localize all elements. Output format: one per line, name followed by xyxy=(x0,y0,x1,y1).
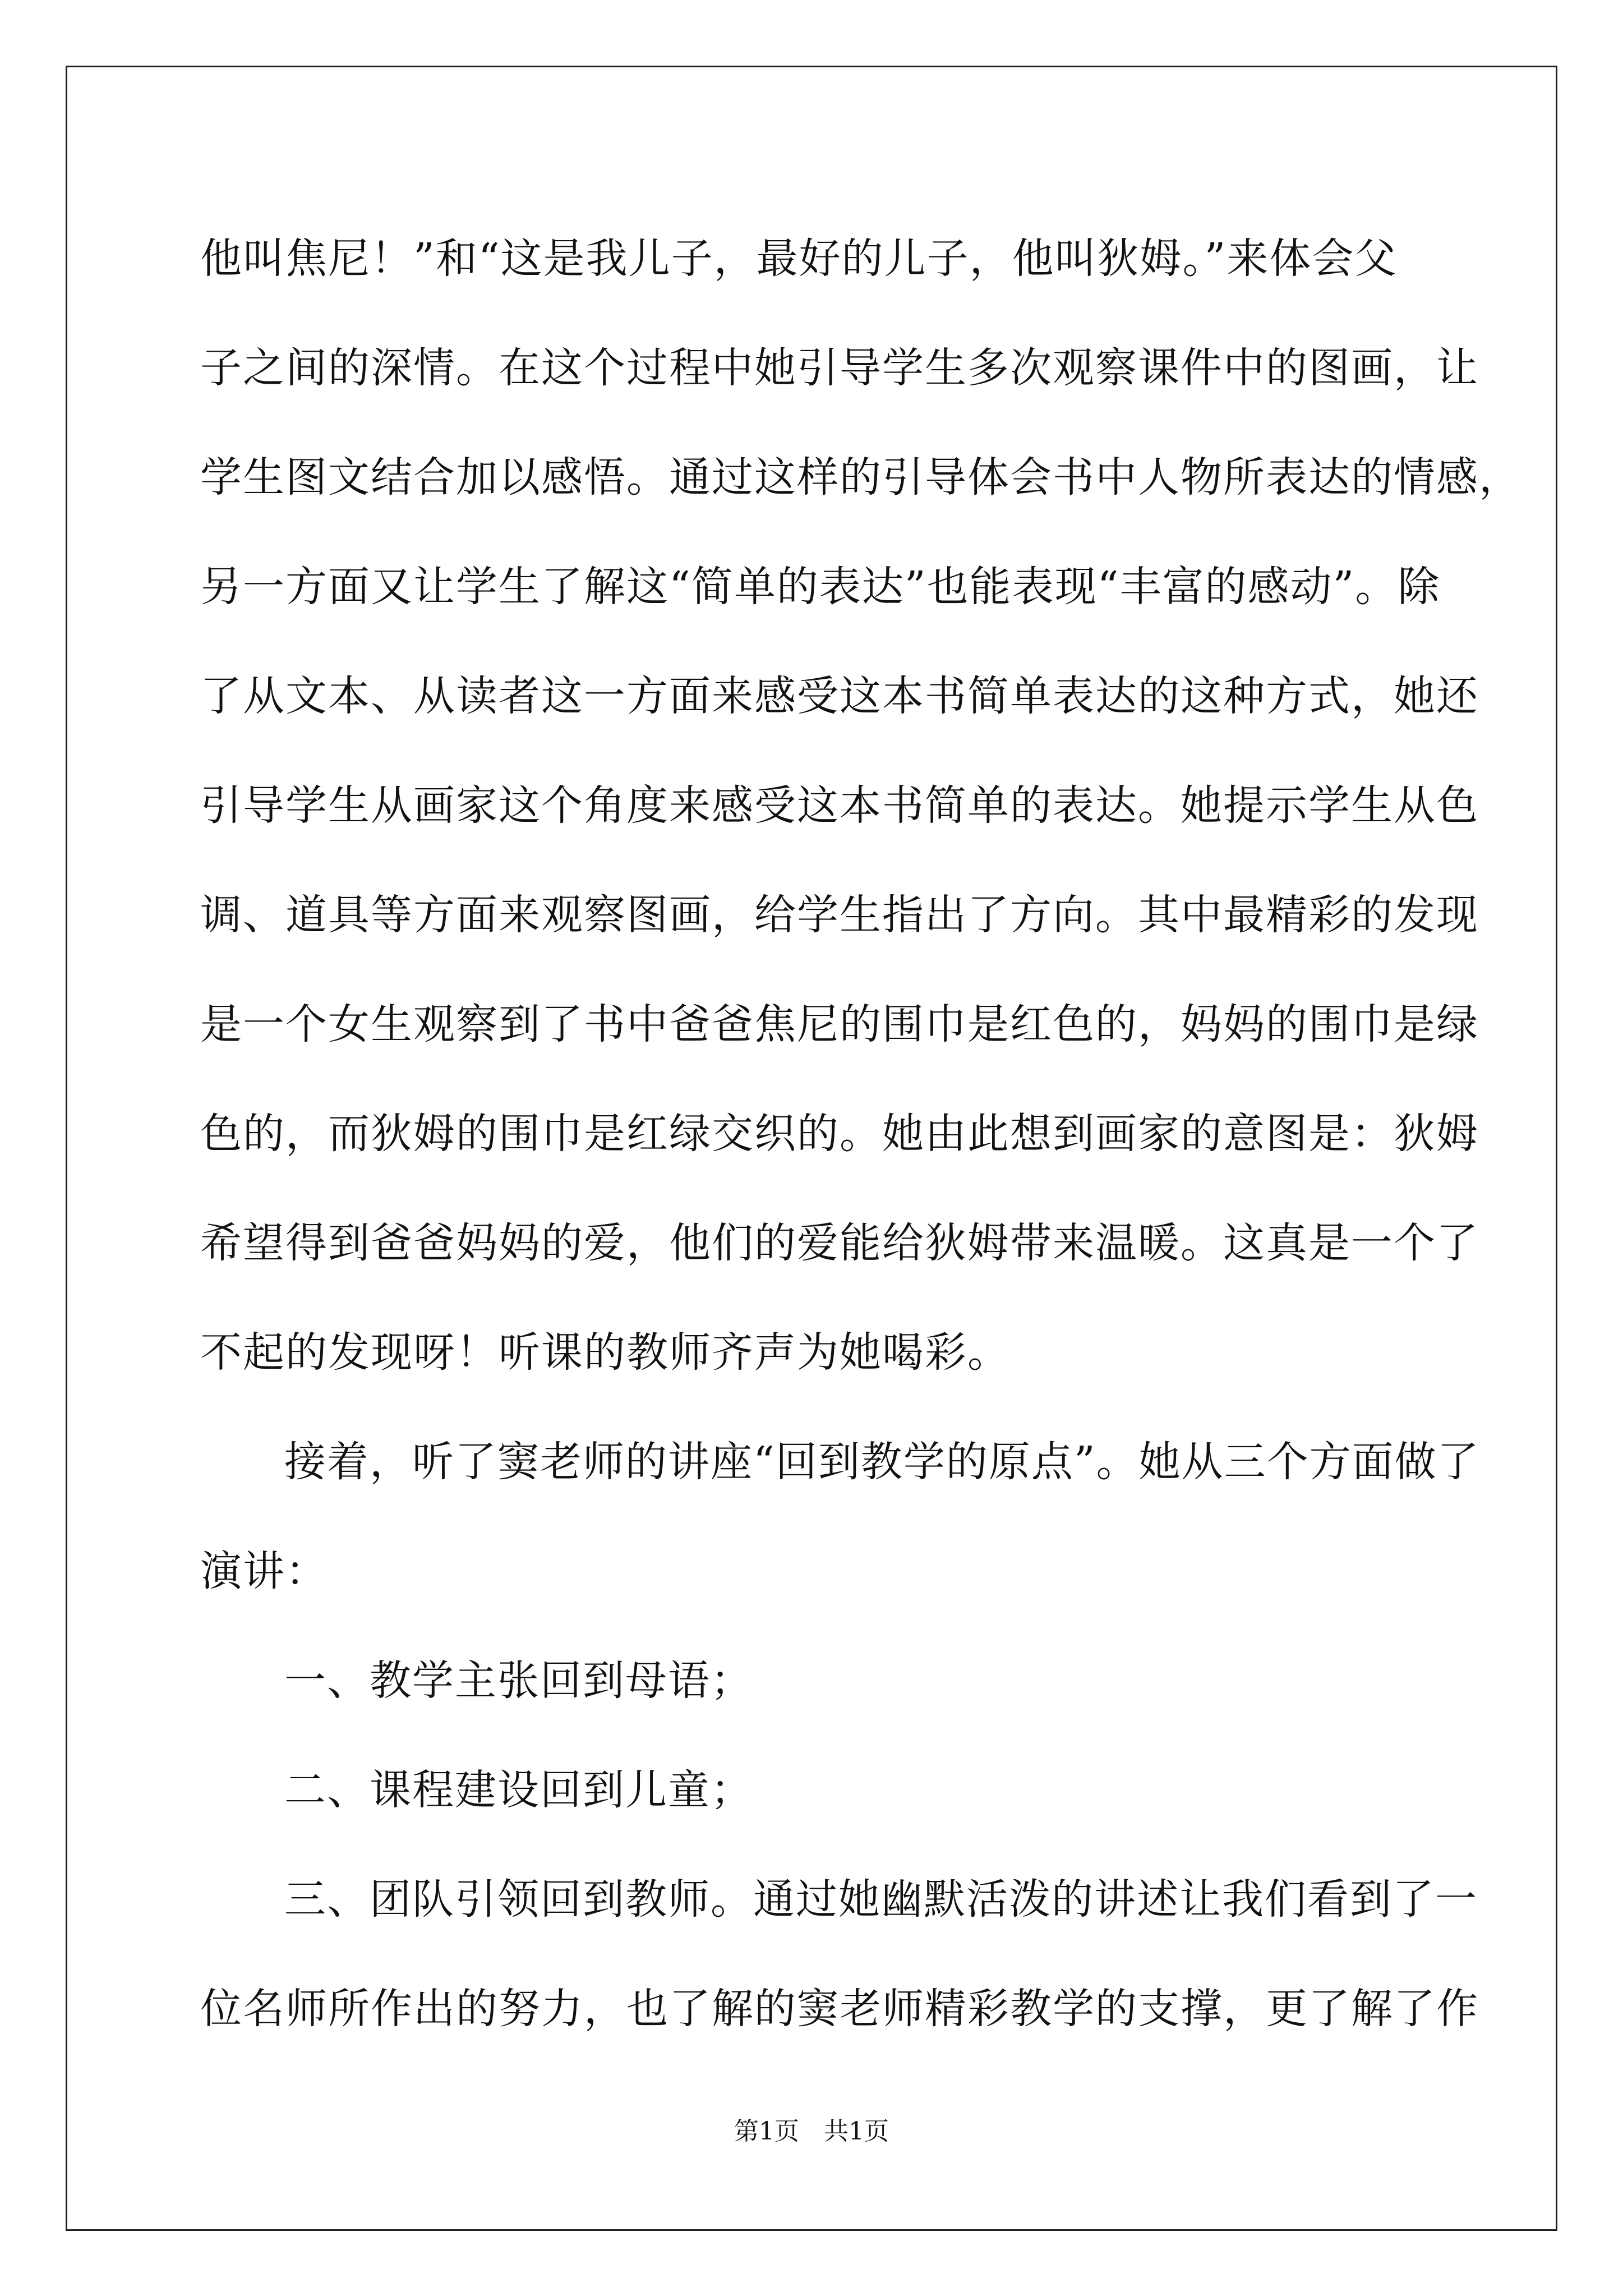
text-line: 另一方面又让学生了解这“简单的表达”也能表现“丰富的感动”。除 xyxy=(200,563,1441,611)
list-item: 二、课程建设回到儿童； xyxy=(284,1766,753,1814)
text-line: 色的，而狄姆的围巾是红绿交织的。她由此想到画家的意图是：狄姆 xyxy=(200,1110,1479,1158)
text-line: 了从文本、从读者这一方面来感受这本书简单表达的这种方式，她还 xyxy=(200,672,1479,720)
text-line: 不起的发现呀！听课的教师齐声为她喝彩。 xyxy=(200,1328,1010,1377)
text-line: 学生图文结合加以感悟。通过这样的引导体会书中人物所表达的情感， xyxy=(200,453,1521,501)
text-line: 是一个女生观察到了书中爸爸焦尼的围巾是红色的，妈妈的围巾是绿 xyxy=(200,1000,1479,1048)
list-item: 一、教学主张回到母语； xyxy=(284,1657,753,1705)
list-item: 三、团队引领回到教师。通过她幽默活泼的讲述让我们看到了一 xyxy=(284,1875,1478,1924)
text-line: 演讲： xyxy=(200,1547,328,1595)
page-number-footer: 第1页 共1页 xyxy=(734,2117,889,2146)
document-body xyxy=(200,204,1521,2064)
text-line: 子之间的深情。在这个过程中她引导学生多次观察课件中的图画，让 xyxy=(200,344,1479,392)
text-line: 位名师所作出的努力，也了解的窦老师精彩教学的支撑，更了解了作 xyxy=(200,1985,1479,2033)
text-line: 希望得到爸爸妈妈的爱，他们的爱能给狄姆带来温暖。这真是一个了 xyxy=(200,1219,1479,1267)
text-line: 引导学生从画家这个角度来感受这本书简单的表达。她提示学生从色 xyxy=(200,781,1479,830)
text-line: 他叫焦尼！”和“这是我儿子，最好的儿子，他叫狄姆。”来体会父 xyxy=(200,234,1398,283)
text-line: 调、道具等方面来观察图画，给学生指出了方向。其中最精彩的发现 xyxy=(200,891,1479,939)
text-line: 接着，听了窦老师的讲座“回到教学的原点”。她从三个方面做了 xyxy=(284,1438,1480,1486)
